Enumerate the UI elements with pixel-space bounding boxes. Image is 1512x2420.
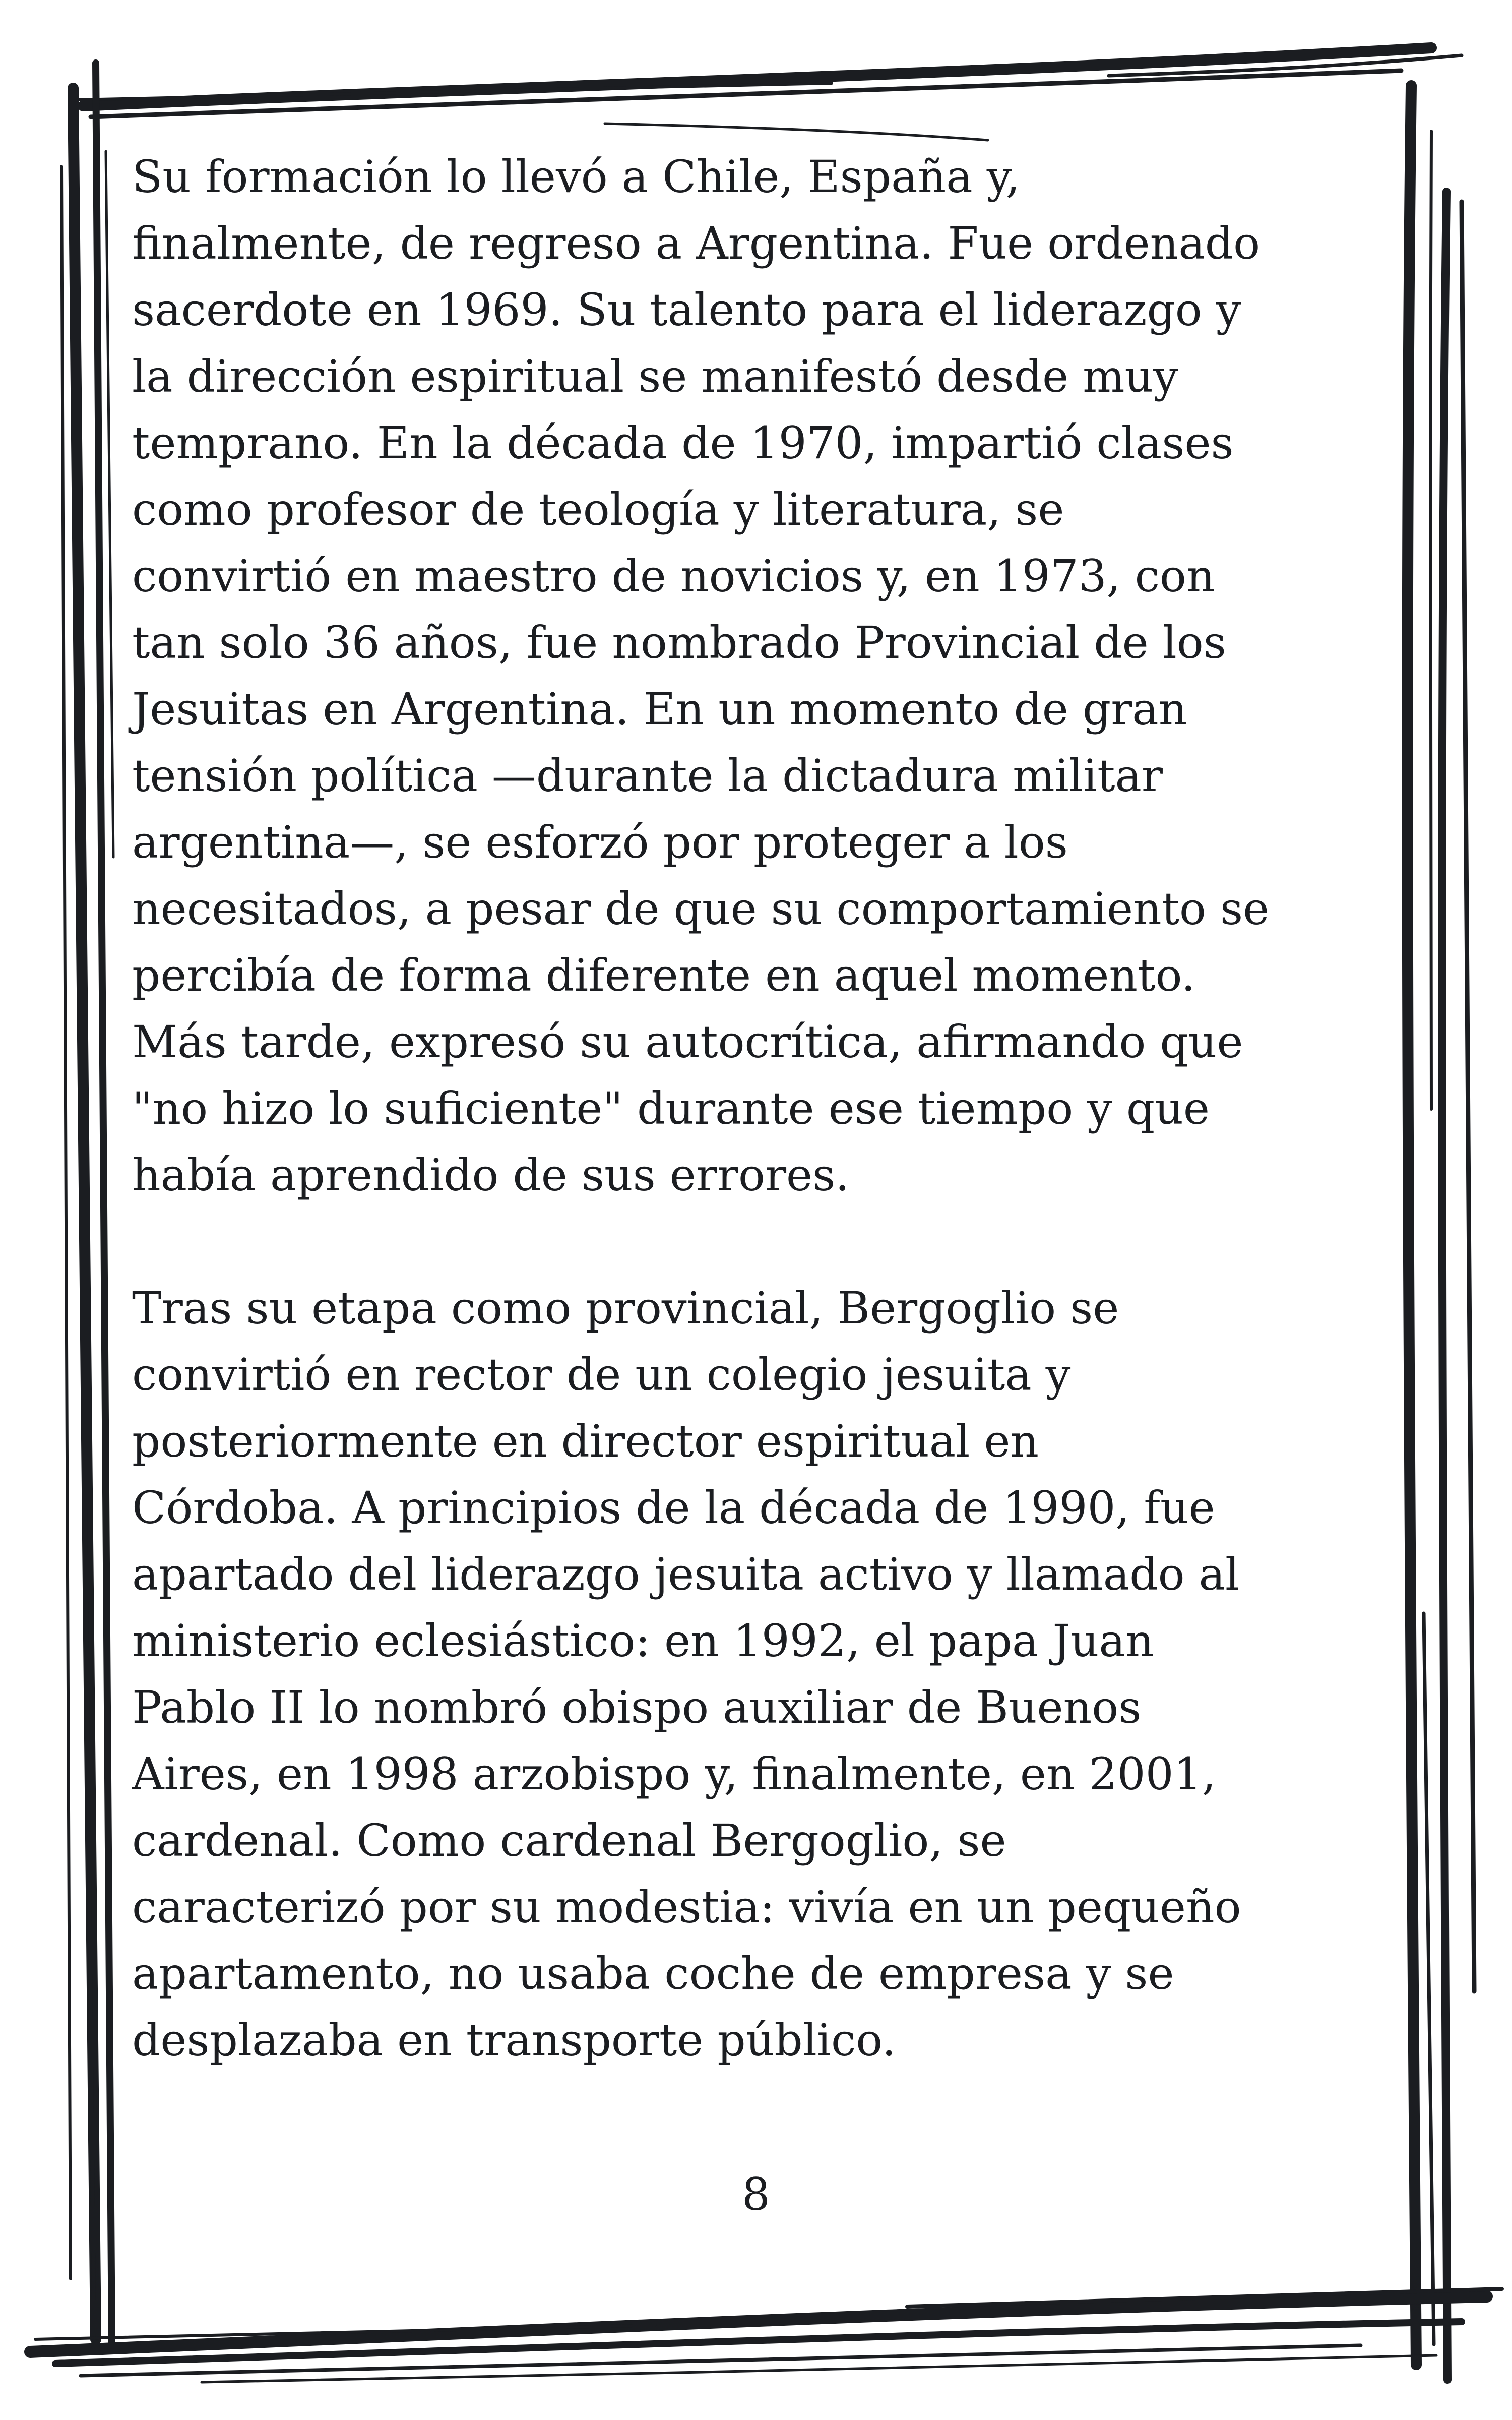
paragraph-spacer	[132, 1208, 1422, 1275]
paragraph-1: Su formación lo llevó a Chile, España y, finalmente, de regreso a Argentina. Fue ordenado sacerdote en 1969. Su talento para el liderazgo y la dirección espiritual se manifestó desde muy temprano. En la década de 1970, impartió clases como profesor de teología y literatura, se convirtió en maestro de novicios y, en 1973, con tan solo 36 años, fue nombrado Provincial de los Jesuitas en Argentina. En un momento de gran tensión política —durante la dictadura militar argentina—, se esforzó por proteger a los necesitados, a pesar de que su comportamiento se percibía de forma diferente en aquel momento. Más tarde, expresó su autocrítica, afirmando que "no hizo lo suficiente" durante ese tiempo y que había aprendido de sus errores.	[132, 151, 1270, 1201]
page-number: 8	[742, 2168, 770, 2220]
paragraph-2: Tras su etapa como provincial, Bergoglio se convirtió en rector de un colegio jesuita y posteriormente en director espiritual en Córdoba. A principios de la década de 1990, fue apartado del liderazgo jesuita activo y llamado al ministerio eclesiástico: en 1992, el papa Juan Pablo II lo nombró obispo auxiliar de Buenos Aires, en 1998 arzobispo y, finalmente, en 2001, cardenal. Como cardenal Bergoglio, se caracterizó por su modestia: vivía en un pequeño apartamento, no usaba coche de empresa y se desplazaba en transporte público.	[132, 1282, 1241, 2066]
body-text	[132, 144, 1422, 2074]
